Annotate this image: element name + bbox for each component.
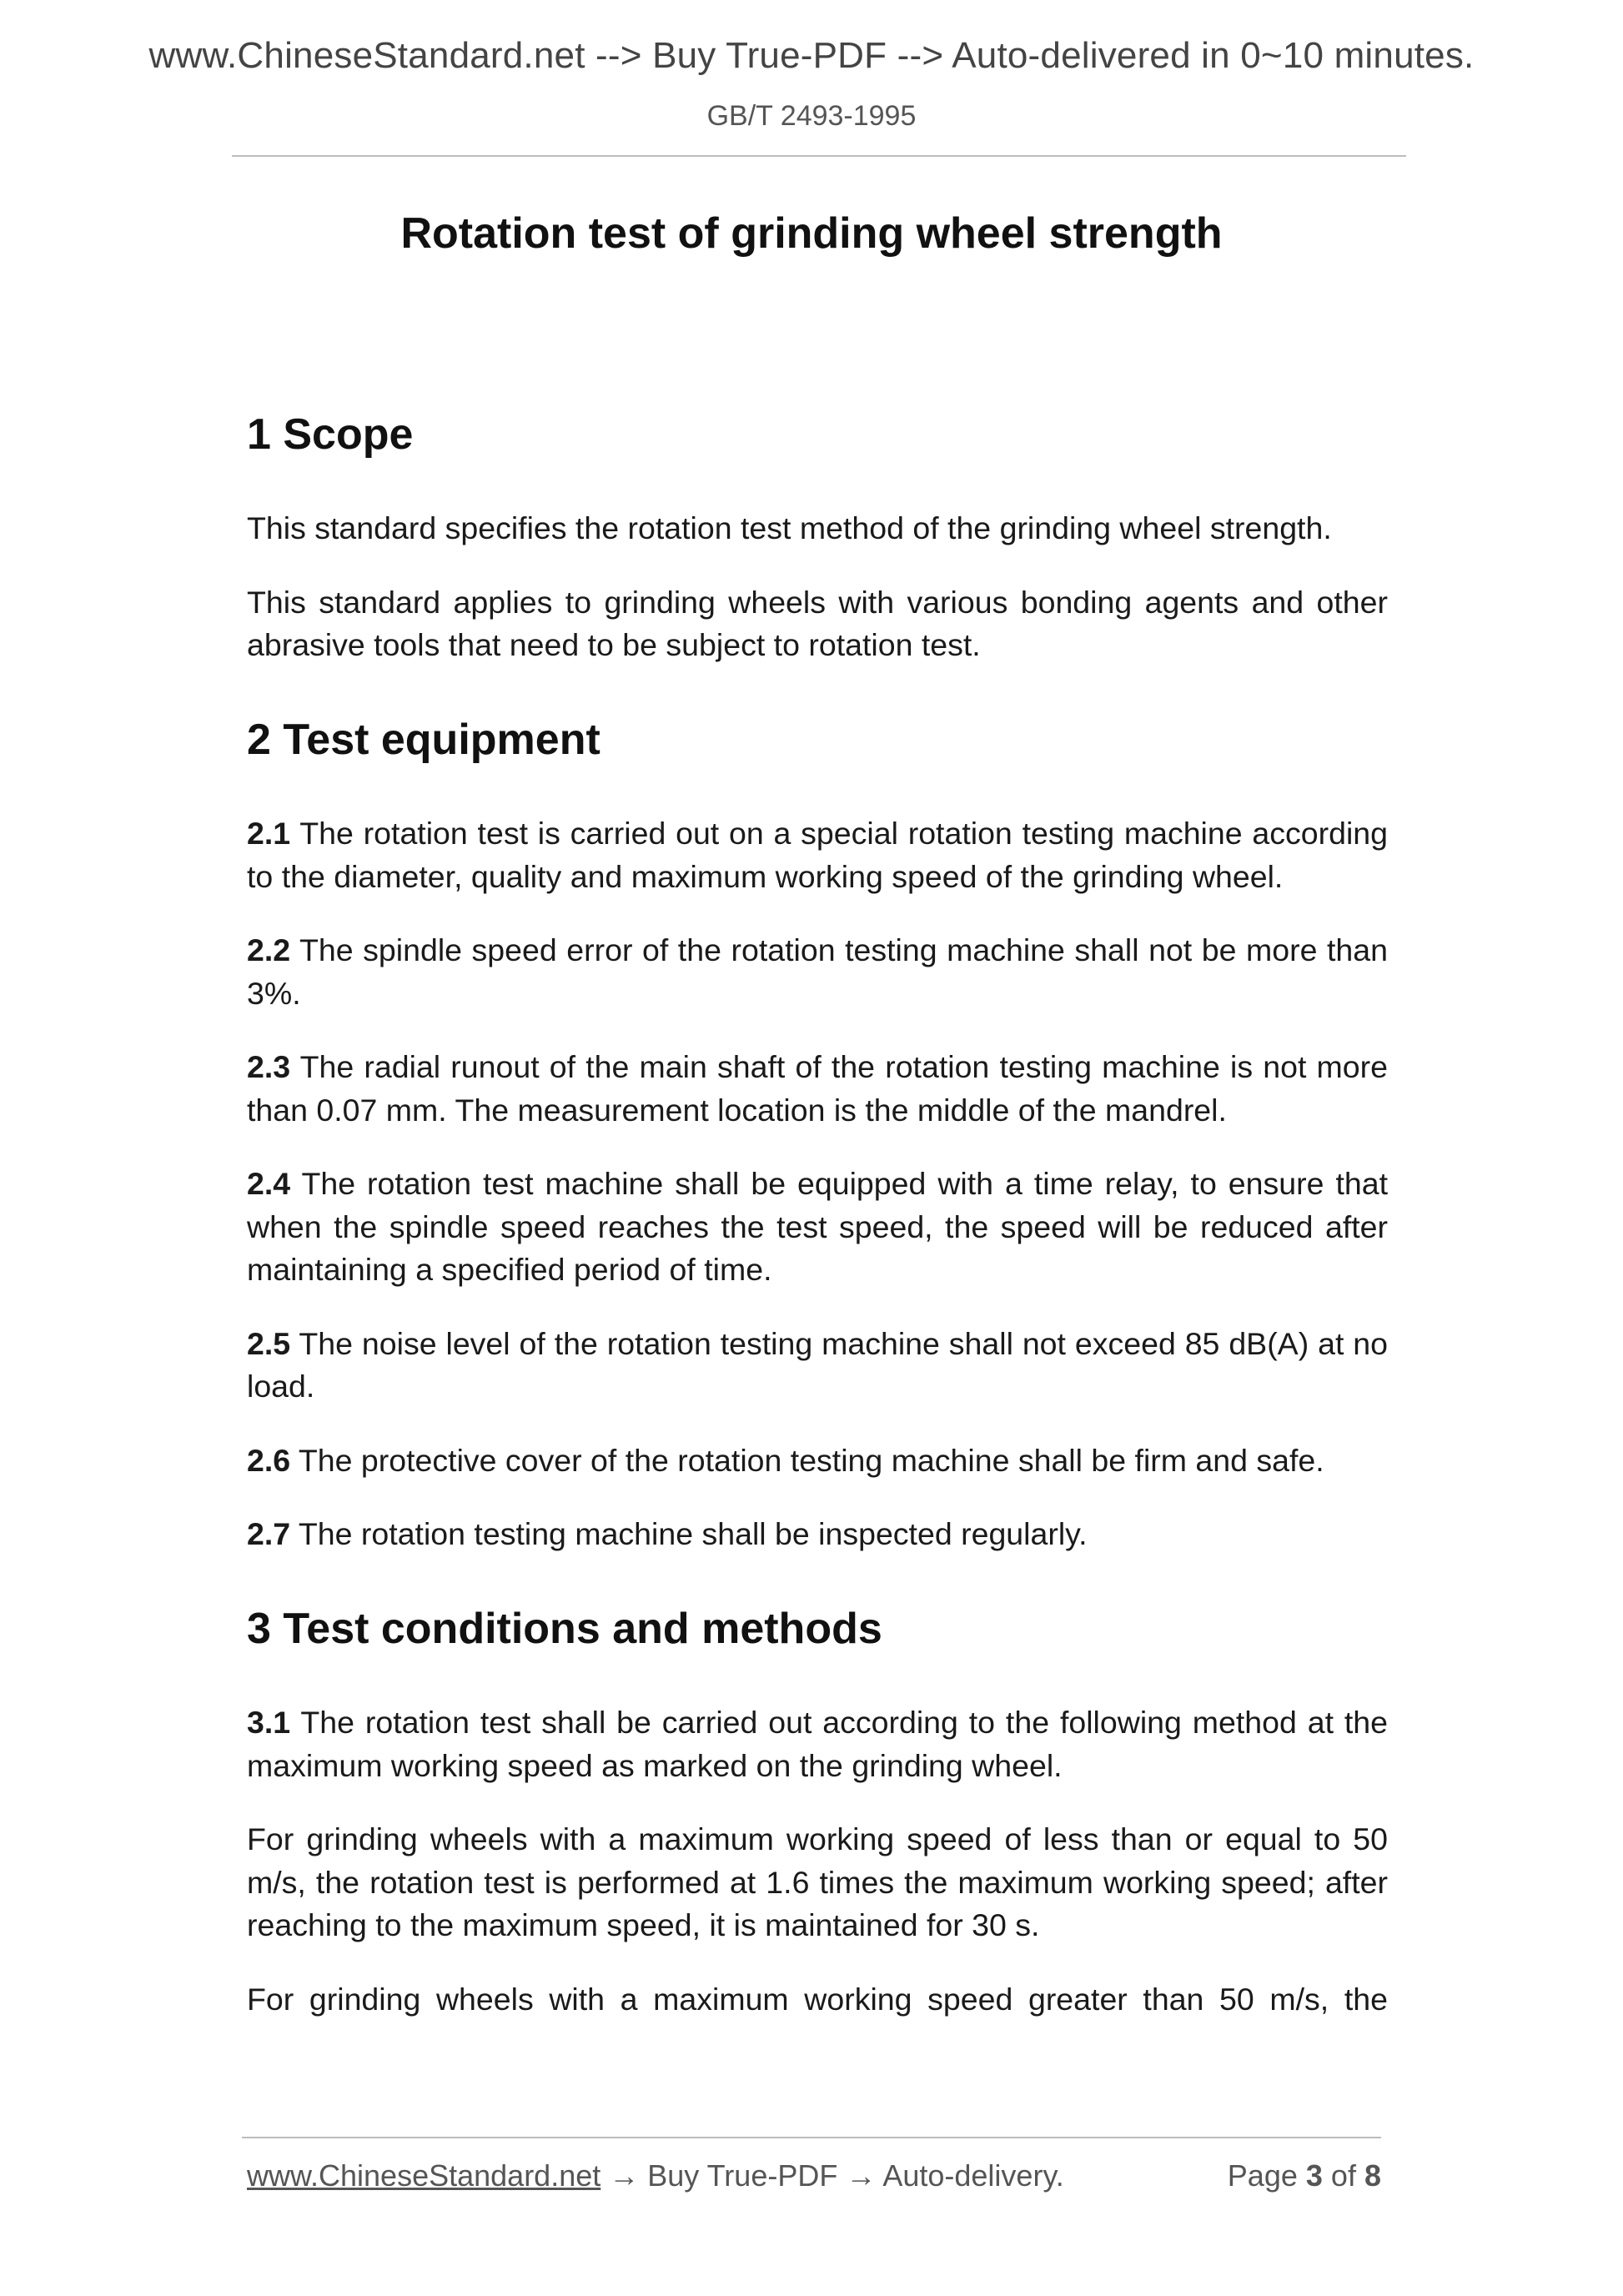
clause-text: The noise level of the rotation testing machine shall not exceed 85 dB(A) at no load. [247, 1325, 1388, 1404]
clause-number: 2.6 [247, 1442, 291, 1478]
clause-text: The spindle speed error of the rotation testing machine shall not be more than 3%. [247, 932, 1388, 1011]
footer-divider [242, 2137, 1381, 2138]
test-method-paragraph-1: For grinding wheels with a maximum working speed of less than or equal to 50 m/s, the rotation test is performed at 1.6 times the maximum working speed; after reaching to the maximum speed, it is maintained for 30 s. [247, 1821, 1388, 1943]
of-label: of [1330, 2158, 1356, 2193]
clause-3-1 [247, 1701, 1388, 1787]
clause-text: The rotation test shall be carried out according to the following method at the maximum working speed as marked on the grinding wheel. [247, 1705, 1388, 1783]
clause-2-5 [247, 1323, 1388, 1409]
clause-text: The rotation test is carried out on a special rotation testing machine according to the diameter, quality and maximum working speed of the grinding wheel. [247, 816, 1388, 894]
page-indicator [1228, 2158, 1381, 2193]
section-heading-test-conditions: 3 Test conditions and methods [247, 1604, 882, 1653]
footer-site-link[interactable]: www.ChineseStandard.net [247, 2158, 601, 2193]
header-divider [232, 155, 1406, 157]
clause-2-1 [247, 812, 1388, 898]
footer-promo-text: → Buy True-PDF → Auto-delivery. [609, 2158, 1064, 2193]
clause-number: 2.2 [247, 932, 291, 968]
document-body [247, 409, 1388, 2021]
section-heading-scope: 1 Scope [247, 410, 414, 459]
document-title: Rotation test of grinding wheel strength [400, 209, 1223, 258]
clause-2-4 [247, 1163, 1388, 1292]
clause-text: The protective cover of the rotation testing machine shall be firm and safe. [298, 1442, 1324, 1478]
clause-2-6 [247, 1439, 1388, 1483]
clause-text: The rotation test machine shall be equipped with a time relay, to ensure that when the spindle speed reaches the test speed, the speed will be reduced after maintaining a specified period of time. [247, 1166, 1388, 1288]
clause-number: 2.3 [247, 1049, 291, 1085]
clause-text: The radial runout of the main shaft of the rotation testing machine is not more than 0.07 mm. The measurement location is the middle of the mandrel. [247, 1049, 1388, 1128]
clause-number: 2.5 [247, 1325, 291, 1361]
clause-number: 2.7 [247, 1516, 291, 1552]
page-label: Page [1227, 2158, 1298, 2193]
clause-number: 3.1 [247, 1705, 291, 1741]
section-heading-test-equipment: 2 Test equipment [247, 715, 600, 764]
clause-text: The rotation testing machine shall be inspected regularly. [298, 1516, 1088, 1552]
total-page-count: 8 [1364, 2158, 1381, 2193]
top-banner[interactable]: www.ChineseStandard.net --> Buy True-PDF --> Auto-delivered in 0~10 minutes. [148, 35, 1475, 76]
clause-2-3 [247, 1046, 1388, 1132]
clause-2-7 [247, 1513, 1388, 1556]
clause-number: 2.4 [247, 1166, 291, 1202]
clause-number: 2.1 [247, 816, 291, 852]
footer-promo [247, 2158, 1064, 2193]
clause-2-2 [247, 929, 1388, 1015]
current-page-number: 3 [1305, 2158, 1323, 2193]
test-method-paragraph-2: For grinding wheels with a maximum working speed greater than 50 m/s, the [247, 1981, 1388, 2017]
scope-paragraph-2: This standard applies to grinding wheels with various bonding agents and other abrasive tools that need to be subject to rotation test. [247, 584, 1388, 663]
scope-paragraph-1: This standard specifies the rotation test method of the grinding wheel strength. [247, 510, 1332, 546]
document-code: GB/T 2493-1995 [706, 100, 917, 132]
